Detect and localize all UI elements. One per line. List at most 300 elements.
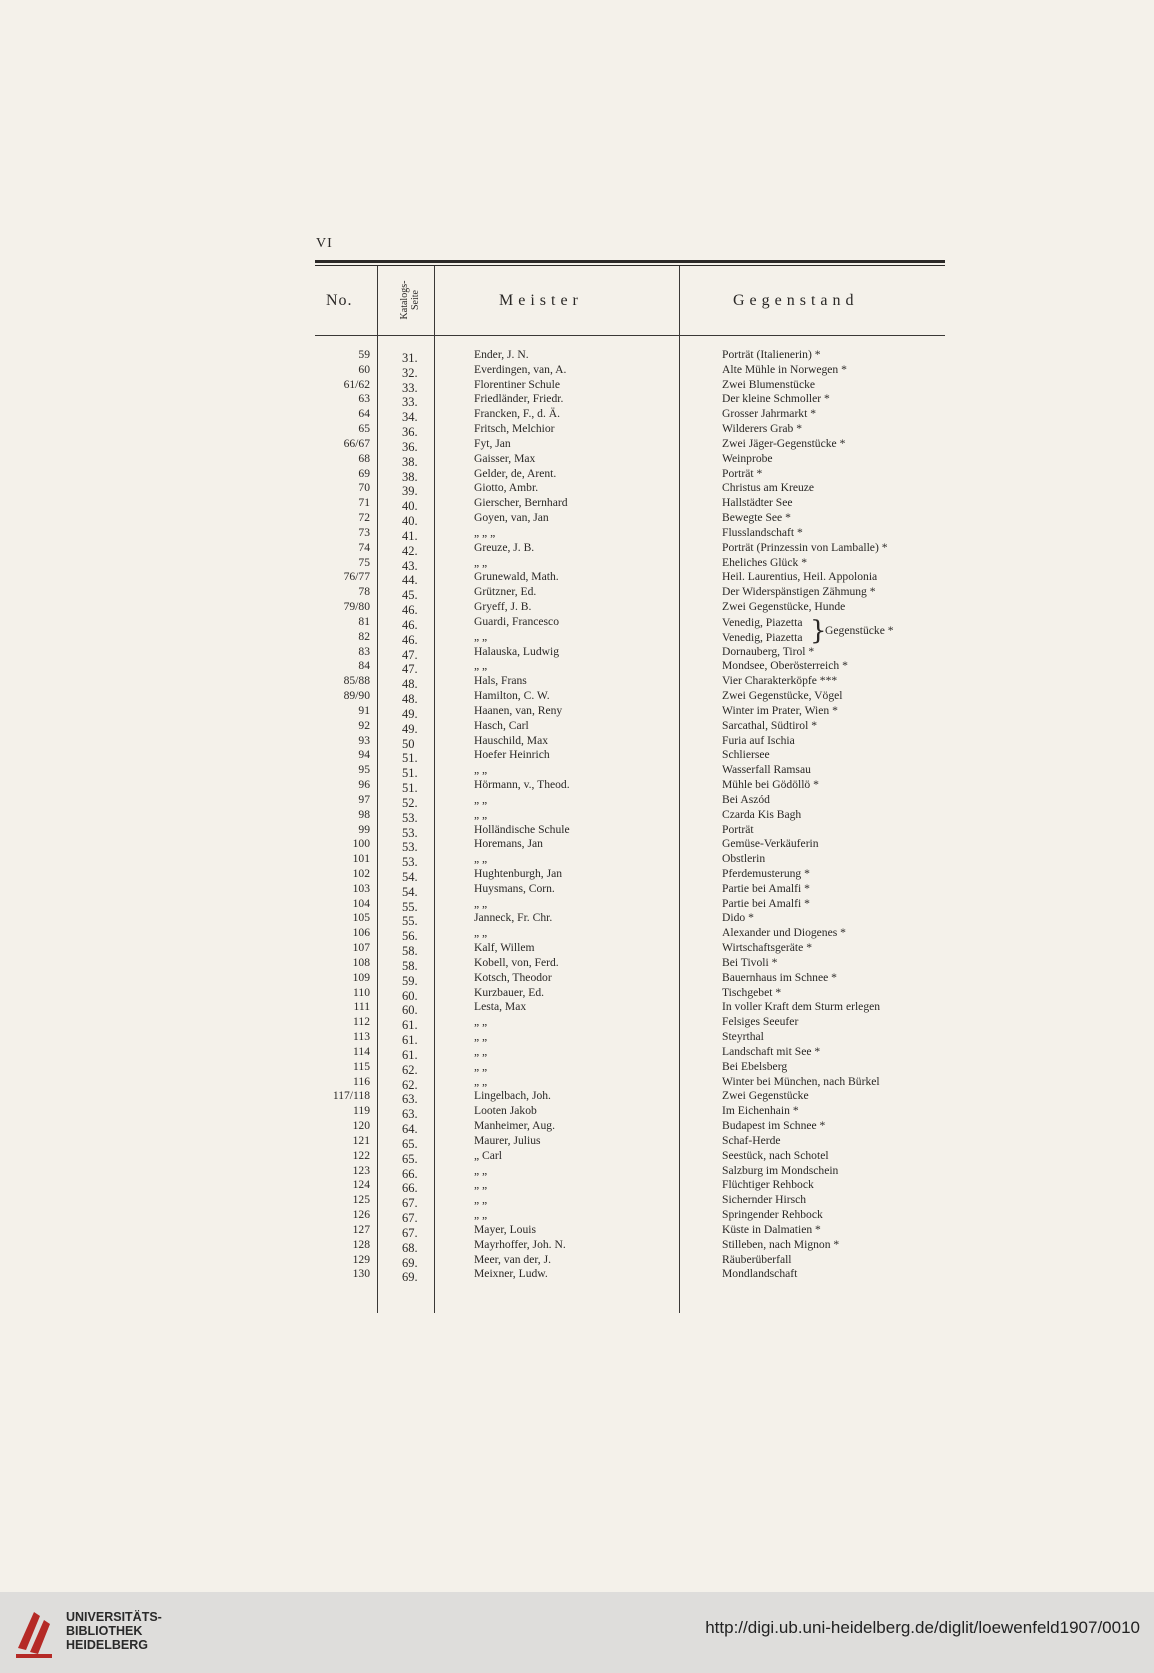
table-row [0,1238,1154,1253]
row-meister: Haanen, van, Reny [474,703,563,717]
row-meister: „ „ [474,926,488,940]
row-no: 69 [358,466,370,480]
table-row [0,778,1154,796]
row-no: 114 [353,1044,370,1058]
row-no: 73 [358,525,370,539]
row-no: 76/77 [343,570,370,584]
row-no: 100 [352,837,370,851]
row-meister: Maurer, Julius [474,1133,541,1147]
row-gegenstand: Porträt [722,822,754,836]
table-row [0,1104,1154,1122]
table-row [0,852,1154,870]
row-no: 79/80 [343,600,370,614]
row-meister: „ „ [474,1163,488,1177]
row-meister: Hasch, Carl [474,718,529,732]
library-name [66,1610,162,1652]
row-katalog-seite: 66. [402,1181,418,1196]
row-katalog-seite: 61. [402,1018,418,1033]
row-meister: Gaisser, Max [474,451,536,465]
row-gegenstand: Eheliches Glück * [722,555,807,569]
row-katalog-seite: 68. [402,1240,418,1255]
row-no: 75 [358,555,370,569]
row-gegenstand: Porträt * [722,466,763,480]
row-gegenstand: Partie bei Amalfi * [722,896,810,910]
row-meister: „ „ „ [474,525,496,539]
top-rule-thick [315,260,945,263]
row-meister: „ „ [474,1074,488,1088]
table-row [0,867,1154,882]
table-row [0,615,1154,630]
table-row [0,1075,1154,1090]
row-meister: Hamilton, C. W. [474,689,550,703]
library-name-line-3: HEIDELBERG [66,1638,148,1652]
row-meister: Mayer, Louis [474,1222,536,1236]
row-katalog-seite: 33. [402,395,418,410]
row-no: 101 [352,852,370,866]
row-katalog-seite: 39. [402,484,418,499]
row-gegenstand: Salzburg im Mondschein [722,1163,839,1177]
row-no: 130 [352,1267,370,1281]
row-gegenstand: Springender Rehbock [722,1208,823,1222]
table-row [0,1178,1154,1196]
row-gegenstand: Vier Charakterköpfe *** [722,674,838,688]
row-gegenstand: Mondsee, Oberösterreich * [722,659,848,673]
row-meister: „ Carl [474,1148,503,1162]
header-katalogs-seite-label: Katalogs-Seite [399,280,421,320]
row-no: 119 [353,1104,370,1118]
row-no: 102 [352,866,370,880]
row-no: 116 [353,1074,370,1088]
row-gegenstand: Weinprobe [722,451,773,465]
table-row [0,659,1154,677]
row-meister: Kalf, Willem [474,941,535,955]
row-meister: „ „ [474,763,488,777]
row-katalog-seite: 49. [402,721,418,736]
row-gegenstand: Zwei Jäger-Gegenstücke * [722,436,846,450]
row-no: 109 [352,970,370,984]
row-katalog-seite: 53. [402,840,418,855]
row-katalog-seite: 38. [402,454,418,469]
table-row [0,1060,1154,1075]
row-meister: „ „ [474,1193,488,1207]
row-no: 82 [358,629,370,643]
row-meister: Mayrhoffer, Joh. N. [474,1237,566,1251]
row-katalog-seite: 46. [402,603,418,618]
row-gegenstand: Bewegte See * [722,511,791,525]
row-katalog-seite: 69. [402,1270,418,1285]
row-meister: Hoefer Heinrich [474,748,550,762]
row-katalog-seite: 59. [402,973,418,988]
table-row [0,1000,1154,1018]
table-row [0,392,1154,410]
row-meister: Janneck, Fr. Chr. [474,911,553,925]
row-no: 74 [358,540,370,554]
row-gegenstand: Flusslandschaft * [722,525,803,539]
row-meister: Meixner, Ludw. [474,1267,548,1281]
row-meister: „ „ [474,792,488,806]
row-gegenstand: Stilleben, nach Mignon * [722,1237,840,1251]
row-meister: Fyt, Jan [474,436,511,450]
row-no: 108 [352,955,370,969]
row-meister: „ „ [474,555,488,569]
table-row [0,1164,1154,1179]
table-row [0,556,1154,571]
row-meister: „ „ [474,659,488,673]
row-no: 84 [358,659,370,673]
table-row [0,704,1154,719]
row-katalog-seite: 69. [402,1255,418,1270]
row-no: 71 [358,496,370,510]
table-row [0,1149,1154,1164]
table-row [0,630,1154,645]
row-no: 98 [358,807,370,821]
table-row [0,748,1154,766]
row-gegenstand: Porträt (Italienerin) * [722,348,821,361]
curly-brace-icon: } [810,616,827,646]
row-katalog-seite: 61. [402,1047,418,1062]
row-meister: „ „ [474,1044,488,1058]
row-no: 81 [358,614,370,628]
row-no: 83 [358,644,370,658]
row-gegenstand: Grosser Jahrmarkt * [722,407,817,421]
table-row [0,348,1154,363]
brace-line-1: Venedig, Piazetta [722,616,803,629]
row-gegenstand: Heil. Laurentius, Heil. Appolonia [722,570,878,584]
row-katalog-seite: 31. [402,351,418,365]
row-meister: „ „ [474,1178,488,1192]
table-row [0,837,1154,855]
row-no: 125 [352,1193,370,1207]
row-katalog-seite: 55. [402,899,418,914]
table-row [0,1253,1154,1268]
row-meister: Lingelbach, Joh. [474,1089,551,1103]
row-gegenstand: Felsiges Seeufer [722,1015,799,1029]
table-row [0,541,1154,556]
row-gegenstand: In voller Kraft dem Sturm erlegen [722,1000,881,1014]
row-gegenstand: Porträt (Prinzessin von Lamballe) * [722,540,888,554]
row-gegenstand: Bei Aszód [722,792,770,806]
row-katalog-seite: 33. [402,380,418,395]
row-no: 111 [353,1000,370,1014]
row-no: 95 [358,763,370,777]
row-katalog-seite: 67. [402,1211,418,1226]
row-gegenstand: Hallstädter See [722,496,793,510]
row-katalog-seite: 64. [402,1122,418,1137]
row-no: 65 [358,422,370,436]
row-meister: Hughtenburgh, Jan [474,866,563,880]
row-katalog-seite: 60. [402,1003,418,1018]
table-row [0,422,1154,440]
table-row [0,467,1154,482]
row-katalog-seite: 49. [402,706,418,721]
row-gegenstand: Tischgebet * [722,985,782,999]
row-no: 115 [353,1059,370,1073]
table-row [0,897,1154,912]
table-row [0,452,1154,467]
row-gegenstand: Pferdemusterung * [722,866,810,880]
row-gegenstand: Räuberüberfall [722,1252,792,1266]
row-katalog-seite: 50 [402,736,415,751]
table-row [0,882,1154,897]
table-row [0,585,1154,603]
row-katalog-seite: 67. [402,1196,418,1211]
row-meister: Gelder, de, Arent. [474,466,557,480]
row-no: 105 [352,911,370,925]
row-gegenstand: Landschaft mit See * [722,1044,821,1058]
brace-line-2: Venedig, Piazetta [722,631,803,644]
row-meister: Hals, Frans [474,674,527,688]
row-no: 66/67 [343,436,370,450]
row-no: 61/62 [343,377,370,391]
row-meister: Guardi, Francesco [474,614,559,628]
top-rule-thin [315,265,945,266]
row-no: 107 [352,941,370,955]
row-katalog-seite: 62. [402,1077,418,1092]
row-gegenstand: Schliersee [722,748,770,762]
header-meister: Meister [499,292,583,309]
row-meister: Lesta, Max [474,1000,527,1014]
table-row [0,674,1154,692]
row-katalog-seite: 46. [402,632,418,647]
table-row [0,645,1154,660]
header-no: No. [326,292,353,309]
row-gegenstand: Seestück, nach Schotel [722,1148,829,1162]
row-gegenstand: Christus am Kreuze [722,481,815,495]
row-gegenstand: Bei Tivoli * [722,955,778,969]
row-meister: Horemans, Jan [474,837,543,851]
table-row [0,1089,1154,1107]
row-gegenstand: Partie bei Amalfi * [722,881,810,895]
row-meister: „ „ [474,1015,488,1029]
row-katalog-seite: 58. [402,958,418,973]
row-meister: Holländische Schule [474,822,570,836]
row-no: 129 [352,1252,370,1266]
row-gegenstand: Winter im Prater, Wien * [722,703,838,717]
row-no: 63 [358,392,370,406]
table-row [0,511,1154,529]
table-body [0,348,1154,1285]
page-number: VI [316,236,333,251]
row-katalog-seite: 47. [402,647,418,662]
table-row [0,481,1154,499]
row-katalog-seite: 40. [402,514,418,529]
row-gegenstand: Wirtschaftsgeräte * [722,941,812,955]
row-no: 123 [352,1163,370,1177]
row-no: 91 [358,703,370,717]
library-name-line-1: UNIVERSITÄTS- [66,1610,162,1624]
row-meister: „ „ [474,807,488,821]
row-no: 60 [358,362,370,376]
row-gegenstand: Im Eichenhain * [722,1104,799,1118]
table-row [0,600,1154,618]
row-gegenstand: Steyrthal [722,1030,764,1044]
row-gegenstand: Budapest im Schnee * [722,1119,826,1133]
table-row [0,956,1154,971]
table-row [0,378,1154,393]
row-katalog-seite: 45. [402,588,418,603]
row-katalog-seite: 46. [402,617,418,632]
row-meister: Grützner, Ed. [474,585,537,599]
row-katalog-seite: 53. [402,855,418,870]
source-url-link[interactable]: http://digi.ub.uni-heidelberg.de/diglit/loewenfeld1907/0010 [705,1618,1140,1637]
row-no: 117/118 [332,1089,370,1103]
table-row [0,734,1154,749]
row-gegenstand: Furia auf Ischia [722,733,795,747]
row-katalog-seite: 47. [402,662,418,677]
row-katalog-seite: 41. [402,528,418,543]
table-row [0,986,1154,1001]
header-katalogs-seite [378,272,428,326]
table-row [0,926,1154,944]
row-katalog-seite: 58. [402,944,418,959]
row-meister: Grunewald, Math. [474,570,559,584]
row-no: 120 [352,1119,370,1133]
row-gegenstand: Bei Ebelsberg [722,1059,788,1073]
footer-bar [0,1592,1154,1673]
row-gegenstand: Czarda Kis Bagh [722,807,802,821]
header-gegenstand: Gegenstand [733,292,859,309]
row-meister: Kotsch, Theodor [474,970,552,984]
table-row [0,1030,1154,1048]
row-meister: Goyen, van, Jan [474,511,549,525]
row-meister: Hauschild, Max [474,733,549,747]
row-no: 126 [352,1208,370,1222]
table-row [0,437,1154,452]
table-row [0,1193,1154,1211]
row-no: 68 [358,451,370,465]
row-katalog-seite: 67. [402,1225,418,1240]
row-gegenstand: Der Widerspänstigen Zähmung * [722,585,876,599]
row-no: 103 [352,881,370,895]
row-no: 70 [358,481,370,495]
row-katalog-seite: 36. [402,425,418,440]
row-no: 89/90 [343,689,370,703]
row-katalog-seite: 38. [402,469,418,484]
brace-note: Gegenstücke * [825,624,894,637]
row-katalog-seite: 36. [402,439,418,454]
row-meister: Ender, J. N. [474,348,529,361]
table-row [0,526,1154,541]
row-gegenstand: Küste in Dalmatien * [722,1222,821,1236]
row-gegenstand: Bauernhaus im Schnee * [722,970,837,984]
table-row [0,570,1154,588]
table-row [0,1208,1154,1226]
row-katalog-seite: 48. [402,677,418,692]
row-no: 113 [353,1030,370,1044]
row-gegenstand: Dido * [722,911,754,925]
row-katalog-seite: 63. [402,1107,418,1122]
row-meister: Gryeff, J. B. [474,600,532,614]
table-row [0,793,1154,808]
table-row [0,808,1154,823]
row-meister: „ „ [474,852,488,866]
row-gegenstand: Der kleine Schmoller * [722,392,830,406]
row-meister: Friedländer, Friedr. [474,392,564,406]
table-row [0,1223,1154,1238]
row-katalog-seite: 52. [402,795,418,810]
table-row [0,1119,1154,1137]
row-no: 72 [358,511,370,525]
row-gegenstand: Zwei Gegenstücke [722,1089,809,1103]
row-no: 93 [358,733,370,747]
table-row [0,1015,1154,1033]
row-gegenstand: Schaf-Herde [722,1133,781,1147]
row-meister: Looten Jakob [474,1104,537,1118]
row-no: 122 [352,1148,370,1162]
row-meister: Hörmann, v., Theod. [474,778,570,792]
row-no: 96 [358,778,370,792]
row-gegenstand: Zwei Gegenstücke, Hunde [722,600,846,614]
row-meister: Kurzbauer, Ed. [474,985,545,999]
row-meister: Giotto, Ambr. [474,481,539,495]
table-row [0,1267,1154,1285]
table-row [0,719,1154,734]
row-katalog-seite: 60. [402,988,418,1003]
row-no: 128 [352,1237,370,1251]
row-gegenstand: Mondlandschaft [722,1267,798,1281]
row-meister: Manheimer, Aug. [474,1119,555,1133]
row-gegenstand: Winter bei München, nach Bürkel [722,1074,880,1088]
row-gegenstand: Alexander und Diogenes * [722,926,846,940]
row-gegenstand: Sarcathal, Südtirol * [722,718,817,732]
row-meister: Fritsch, Melchior [474,422,555,436]
row-no: 59 [358,348,370,361]
row-meister: „ „ [474,1208,488,1222]
row-meister: „ „ [474,1059,488,1073]
row-no: 106 [352,926,370,940]
row-no: 97 [358,792,370,806]
row-gegenstand: Wilderers Grab * [722,422,803,436]
row-katalog-seite: 40. [402,499,418,514]
row-katalog-seite: 62. [402,1062,418,1077]
row-no: 85/88 [343,674,370,688]
row-katalog-seite: 54. [402,869,418,884]
table-row [0,496,1154,514]
row-meister: „ „ [474,629,488,643]
table-row [0,363,1154,378]
table-row [0,407,1154,425]
row-katalog-seite: 34. [402,410,418,425]
table-row [0,823,1154,838]
row-katalog-seite: 51. [402,766,418,781]
row-gegenstand: Mühle bei Gödöllö * [722,778,819,792]
row-katalog-seite: 44. [402,573,418,588]
row-katalog-seite: 55. [402,914,418,929]
row-katalog-seite: 53. [402,825,418,840]
row-gegenstand: Alte Mühle in Norwegen * [722,362,847,376]
row-katalog-seite: 61. [402,1033,418,1048]
row-meister: Kobell, von, Ferd. [474,955,559,969]
row-gegenstand: Gemüse-Verkäuferin [722,837,819,851]
row-katalog-seite: 53. [402,810,418,825]
row-no: 94 [358,748,370,762]
row-meister: „ „ [474,1030,488,1044]
row-gegenstand: Dornauberg, Tirol * [722,644,815,658]
table-row [0,1045,1154,1060]
row-katalog-seite: 63. [402,1092,418,1107]
row-meister: Everdingen, van, A. [474,362,567,376]
row-katalog-seite: 42. [402,543,418,558]
row-no: 104 [352,896,370,910]
row-meister: „ „ [474,896,488,910]
table-row [0,911,1154,929]
row-gegenstand: Zwei Blumenstücke [722,377,816,391]
row-gegenstand: Flüchtiger Rehbock [722,1178,814,1192]
row-no: 127 [352,1222,370,1236]
row-katalog-seite: 51. [402,751,418,766]
row-gegenstand: Obstlerin [722,852,766,866]
row-meister: Halauska, Ludwig [474,644,560,658]
